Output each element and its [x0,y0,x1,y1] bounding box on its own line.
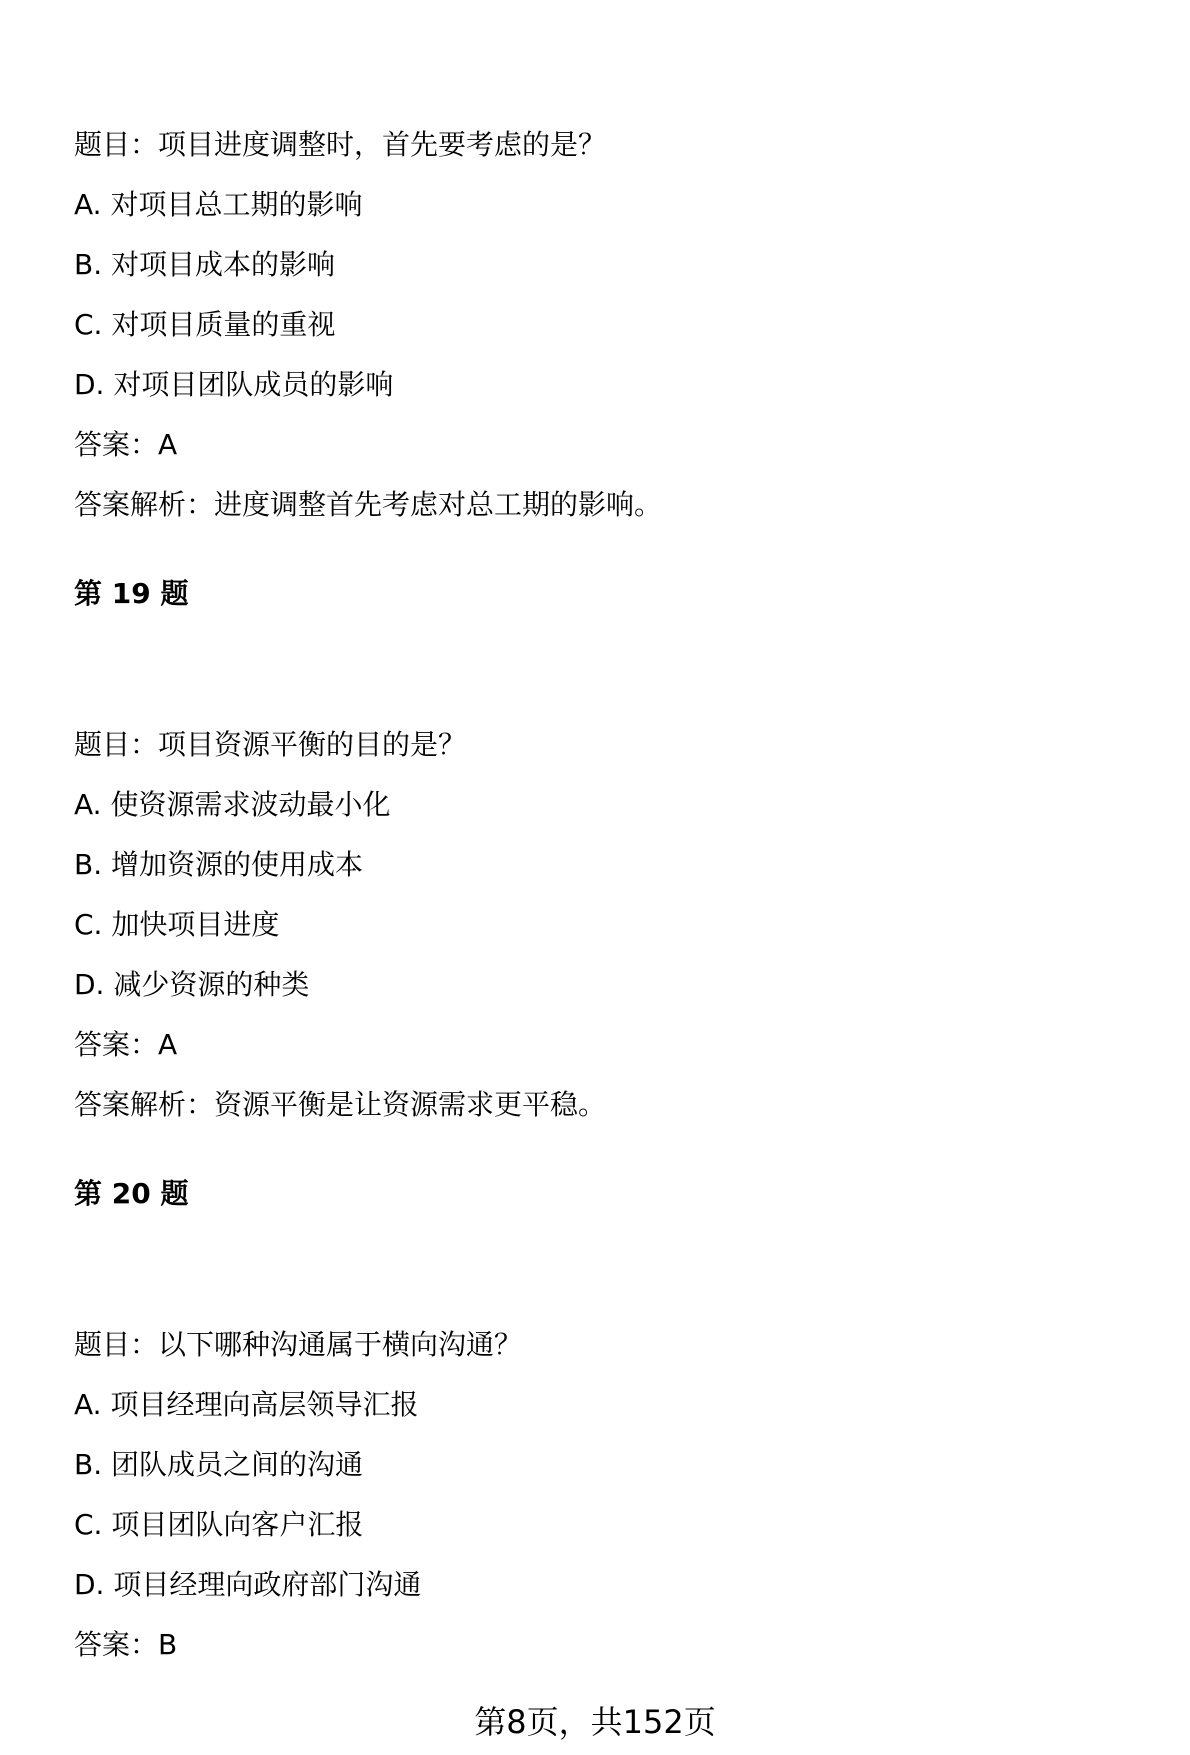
option-b: B. 增加资源的使用成本 [74,848,364,881]
question-text: 题目：项目进度调整时，首先要考虑的是？ [74,128,607,161]
option-d: D. 减少资源的种类 [74,968,310,1001]
answer-analysis: 答案解析：进度调整首先考虑对总工期的影响。 [74,488,663,521]
answer: 答案：B [74,1628,178,1661]
question-heading: 第 20 题 [74,1177,189,1210]
option-b: B. 团队成员之间的沟通 [74,1448,364,1481]
option-a: A. 使资源需求波动最小化 [74,788,391,821]
option-c: C. 对项目质量的重视 [74,308,336,341]
option-b: B. 对项目成本的影响 [74,248,336,281]
option-d: D. 对项目团队成员的影响 [74,368,394,401]
answer-analysis: 答案解析：资源平衡是让资源需求更平稳。 [74,1088,607,1121]
answer: 答案：A [74,1028,178,1061]
option-a: A. 对项目总工期的影响 [74,188,363,221]
question-heading: 第 19 题 [74,577,189,610]
option-a: A. 项目经理向高层领导汇报 [74,1388,419,1421]
question-text: 题目：项目资源平衡的目的是？ [74,728,467,761]
answer: 答案：A [74,428,178,461]
page-number-footer: 第8页，共152页 [474,1703,716,1741]
option-c: C. 加快项目进度 [74,908,280,941]
question-text: 题目：以下哪种沟通属于横向沟通？ [74,1328,523,1361]
option-d: D. 项目经理向政府部门沟通 [74,1568,422,1601]
option-c: C. 项目团队向客户汇报 [74,1508,364,1541]
